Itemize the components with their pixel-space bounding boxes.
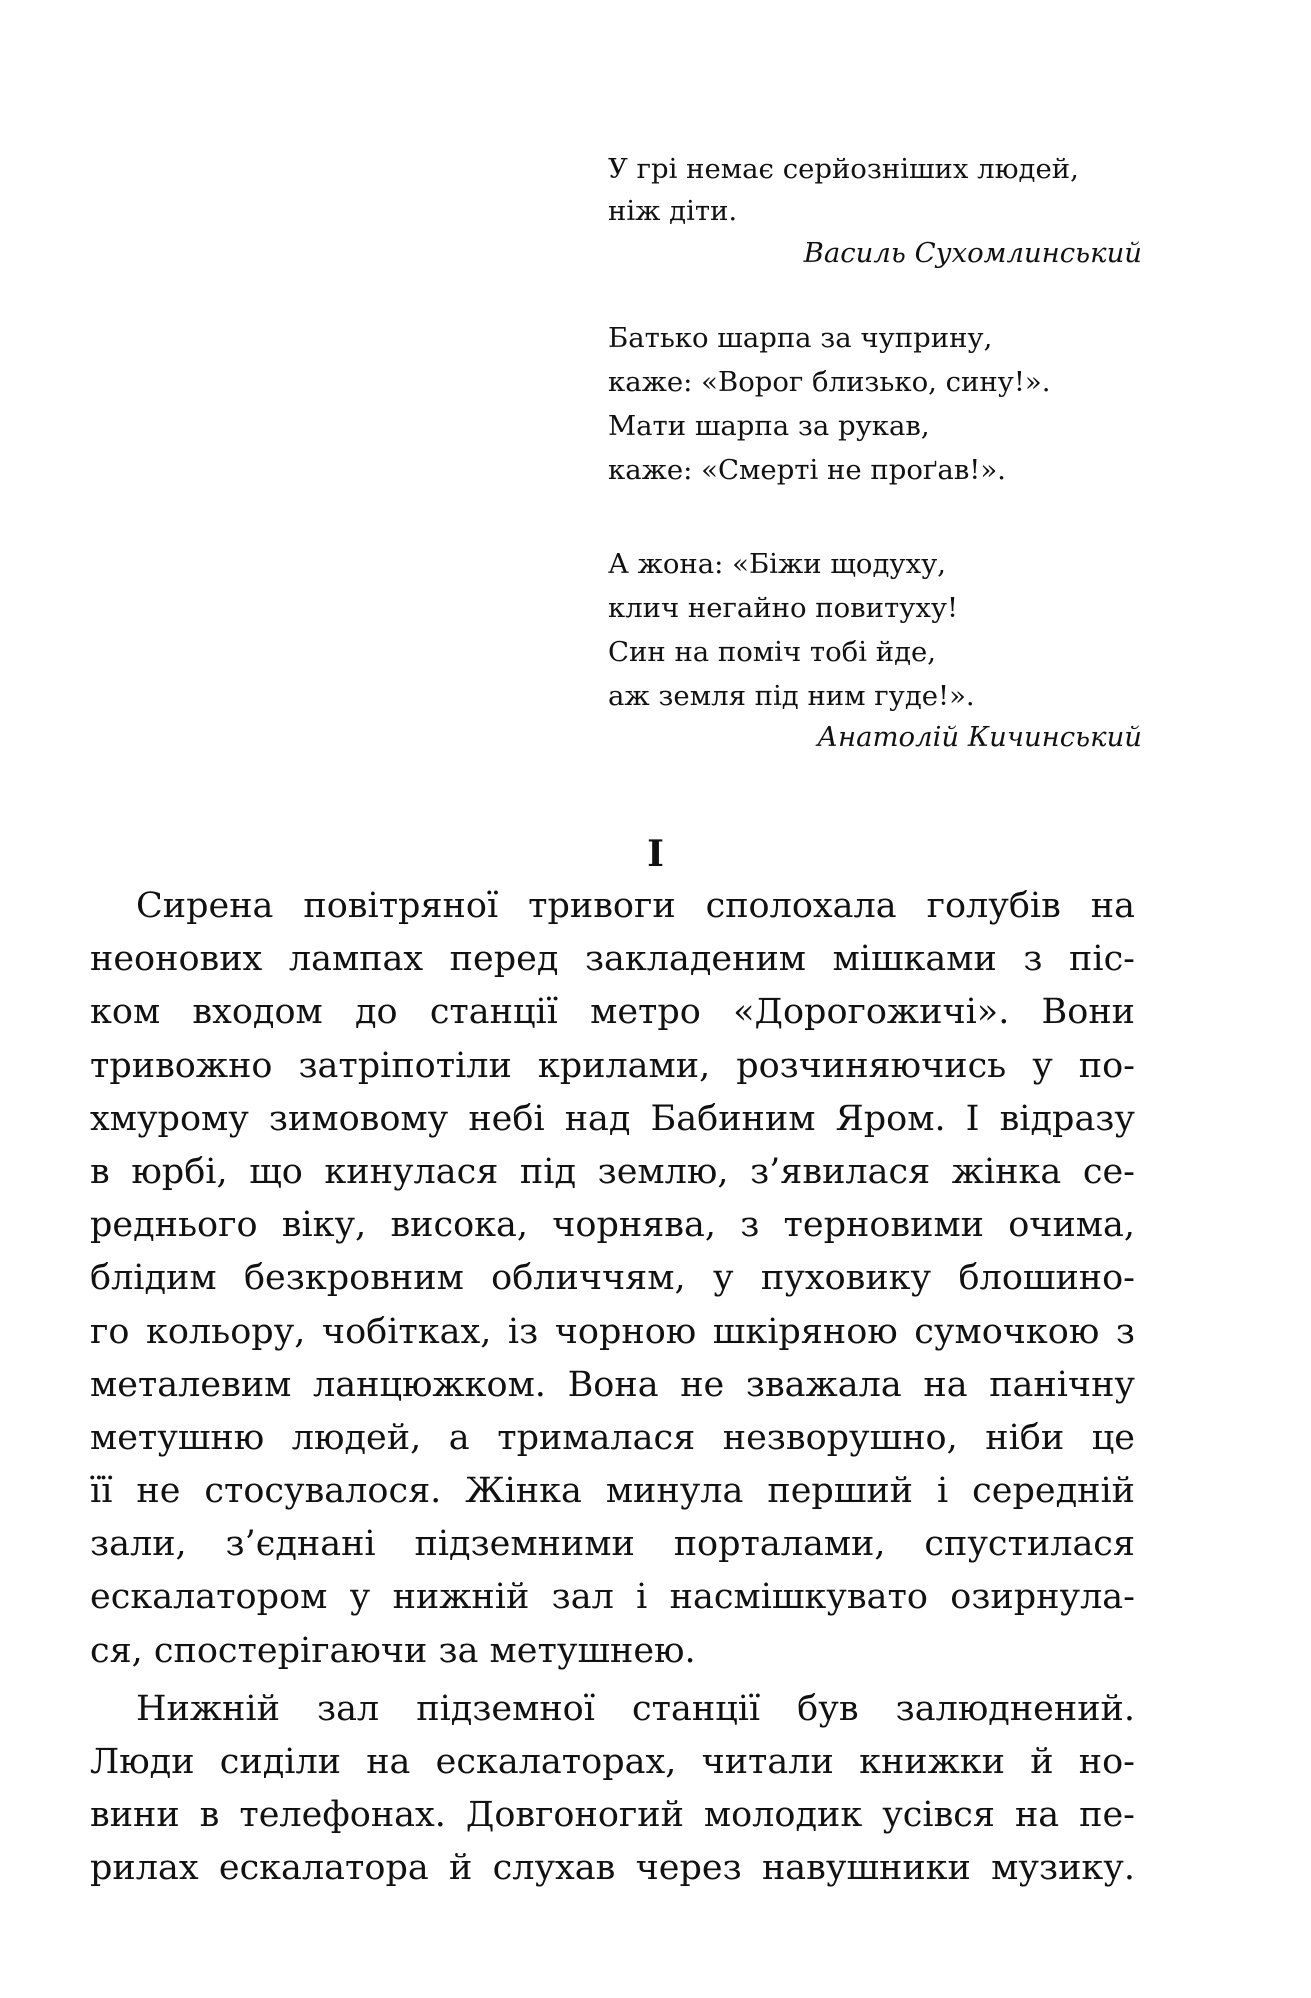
- epigraph-author: Василь Сухомлинський: [803, 237, 1142, 269]
- text-line: блідим безкровним обличчям, у пуховику блошино-: [90, 1258, 1135, 1299]
- text-line: тривожно затріпотіли крилами, розчиняючись у по-: [90, 1045, 1135, 1086]
- text-line: хмурому зимовому небі над Бабиним Яром. І відразу: [90, 1098, 1135, 1139]
- epigraphs: [608, 148, 1142, 756]
- poem-line: Мати шарпа за рукав,: [608, 410, 930, 442]
- text-line: рилах ескалатора й слухав через навушники музику.: [90, 1848, 1135, 1889]
- epigraph-sukhomlynsky: [608, 148, 1142, 274]
- chapter-body: [90, 880, 1135, 1896]
- paragraph-2: [90, 1683, 1135, 1896]
- text-line: Сирена повітряної тривоги сполохала голубів на: [136, 886, 1135, 926]
- text-line: ся, спостерігаючи за метушнею.: [90, 1630, 696, 1671]
- poem-line: А жона: «Біжи щодуху,: [608, 548, 947, 580]
- epigraph-line: У грі немає серйозніших людей,: [608, 153, 1079, 185]
- text-line: ком входом до станції метро «Дорогожичі». Вони: [90, 992, 1135, 1033]
- text-line: Нижній зал підземної станції був залюднений.: [136, 1688, 1135, 1729]
- text-line: зали, з’єднані підземними порталами, спустилася: [90, 1524, 1135, 1565]
- text-line: реднього віку, висока, чорнява, з терновими очима,: [90, 1205, 1135, 1246]
- epigraph-author: Анатолій Кичинський: [817, 721, 1142, 753]
- epigraph-poem-stanza-2: [608, 542, 1142, 756]
- text-line: вини в телефонах. Довгоногий молодик усівся на пе-: [90, 1795, 1135, 1836]
- text-line: її не стосувалося. Жінка минула перший і середній: [90, 1471, 1135, 1512]
- poem-line: клич негайно повитуху!: [608, 592, 959, 624]
- epigraph-line: ніж діти.: [608, 195, 738, 227]
- text-line: в юрбі, що кинулася під землю, з’явилася жінка се-: [90, 1151, 1135, 1192]
- poem-line: каже: «Ворог близько, сину!».: [608, 366, 1051, 398]
- text-line: Люди сиділи на ескалаторах, читали книжки й но-: [90, 1742, 1135, 1782]
- poem-line: Батько шарпа за чуприну,: [608, 322, 993, 354]
- text-line: неонових лампах перед закладеним мішками з піс-: [90, 939, 1135, 980]
- poem-line: каже: «Смерті не проґав!».: [608, 454, 1006, 486]
- text-line: го кольору, чобітках, із чорною шкіряною сумочкою з: [90, 1311, 1135, 1352]
- text-line: ескалатором у нижній зал і насмішкувато озирнула-: [90, 1577, 1135, 1618]
- poem-line: Син на поміч тобі йде,: [608, 636, 937, 668]
- epigraph-poem-stanza-1: [608, 316, 1138, 492]
- text-line: метушню людей, а трималася незворушно, ніби це: [90, 1417, 1135, 1458]
- chapter-number: I: [647, 833, 664, 875]
- text-line: металевим ланцюжком. Вона не зважала на панічну: [90, 1364, 1135, 1405]
- poem-line: аж земля під ним гуде!».: [608, 680, 975, 712]
- paragraph-1: [90, 880, 1135, 1678]
